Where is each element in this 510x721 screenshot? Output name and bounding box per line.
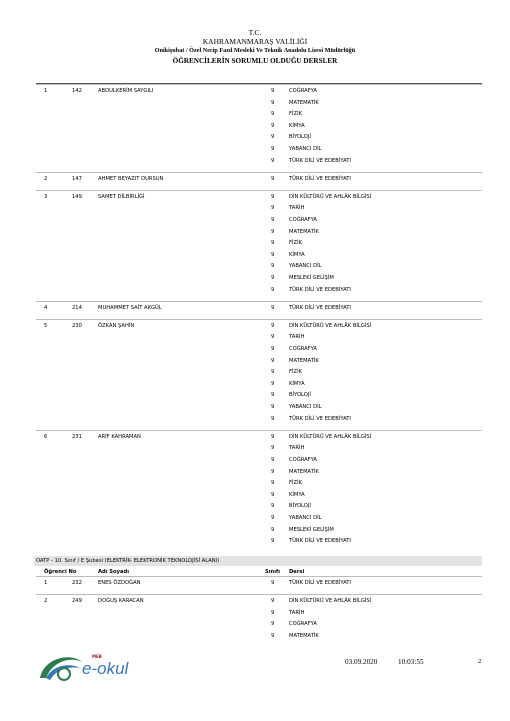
subject-name: COĞRAFYA [289,217,317,223]
subject-name: TÜRK DİLİ VE EDEBİYATI [289,580,351,586]
student-name: SAMET DİLBİRLİĞİ [98,193,145,200]
grade-level: 9 [271,514,275,521]
grade-level: 9 [271,146,275,152]
subject-name: COĞRAFYA [289,456,317,463]
row-number: 1 [44,88,48,94]
row-number: 6 [44,433,48,440]
grade-level: 9 [271,99,275,106]
e-okul-logo [30,648,130,688]
student-name: ENES ÖZDOĞAN [98,580,141,586]
row-divider [36,84,482,85]
subject-name: DİN KÜLTÜRÜ VE AHLÂK BİLGİSİ [289,598,372,605]
header-title: ÖĞRENCİLERİN SORUMLU OLDUĞU DERSLER [172,57,338,65]
column-header-subject: Dersi [289,569,305,575]
grade-level: 9 [271,193,275,200]
subject-name: MATEMATİK [289,468,319,475]
student-number: 142 [72,88,82,94]
header-tc: T.C. [248,28,262,37]
subject-name: KİMYA [289,122,305,129]
subject-name: TARİH [289,609,305,616]
grade-level: 9 [271,251,275,258]
subject-name: YABANCI DİL [289,404,322,410]
grade-level: 9 [271,433,275,440]
student-name: ARİF KAHRAMAN [98,433,141,440]
subject-name: MESLEKİ GELİŞİM [289,526,334,533]
grade-level: 9 [271,632,275,639]
student-number: 230 [72,322,82,329]
grade-level: 9 [271,538,275,545]
grade-level: 9 [271,468,275,475]
subject-name: YABANCI DİL [289,514,322,521]
row-number: 4 [44,304,48,311]
subject-name: TARİH [289,334,305,341]
grade-level: 9 [271,526,275,533]
grade-level: 9 [271,503,275,510]
student-number: 249 [72,598,82,605]
grade-level: 9 [271,286,275,293]
student-number: 149 [72,193,82,200]
student-name: ABDULKERİM SAYGILI [98,88,154,94]
subject-name: TÜRK DİLİ VE EDEBİYATI [289,286,351,293]
subject-name: DİN KÜLTÜRÜ VE AHLÂK BİLGİSİ [289,322,372,329]
grade-level: 9 [271,157,275,164]
subject-name: COĞRAFYA [289,88,317,94]
subject-name: FİZİK [289,240,302,247]
subject-name: YABANCI DİL [289,263,322,270]
grade-level: 9 [271,456,275,463]
section-title: OATP - 10. Sınıf / E Şubesi (ELEKTRİK- ELEKTRONİK TEKNOLOJİSİ ALANI) [34,556,482,566]
grade-level: 9 [271,217,275,223]
subject-name: COĞRAFYA [289,346,317,352]
subject-name: MATEMATİK [289,99,319,106]
row-divider [36,172,482,173]
column-header-student-no: Öğrenci No [44,569,77,575]
grade-level: 9 [271,392,275,399]
subject-name: TARİH [289,445,305,452]
grade-level: 9 [271,111,275,118]
column-header-name: Adı Soyadı [98,569,129,575]
e-okul-swoosh-icon [30,648,90,688]
grade-level: 9 [271,228,275,235]
subject-name: DİN KÜLTÜRÜ VE AHLÂK BİLGİSİ [289,433,372,440]
row-divider [36,430,482,431]
grade-level: 9 [271,240,275,247]
grade-level: 9 [271,275,275,281]
row-number: 5 [44,322,48,329]
grade-level: 9 [271,598,275,605]
grade-level: 9 [271,322,275,329]
subject-name: TÜRK DİLİ VE EDEBİYATI [289,415,351,422]
grade-level: 9 [271,404,275,410]
subject-name: MATEMATİK [289,357,319,364]
grade-level: 9 [271,415,275,422]
row-number: 2 [44,598,48,605]
subject-name: FİZİK [289,111,302,118]
student-number: 147 [72,175,82,182]
row-divider [36,594,482,595]
grade-level: 9 [271,357,275,364]
subject-name: MESLEKİ GELİŞİM [289,275,334,281]
subject-name: KİMYA [289,251,305,258]
row-divider [36,319,482,320]
subject-name: FİZİK [289,369,302,376]
student-name: MUHAMMET SAİT AKGÜL [98,304,162,311]
subject-name: TARİH [289,205,305,212]
grade-level: 9 [271,88,275,94]
student-number: 214 [72,304,82,311]
grade-level: 9 [271,205,275,212]
grade-level: 9 [271,304,275,311]
subject-name: KİMYA [289,380,305,387]
student-name: DOĞUŞ KARACAN [98,598,144,605]
header-school: Onikişubat / Özel Necip Fazıl Mesleki Ve Teknik Anadolu Lisesi Müdürlüğü [154,47,356,54]
subject-name: TÜRK DİLİ VE EDEBİYATI [289,304,351,311]
subject-name: BİYOLOJİ [289,503,311,510]
grade-level: 9 [271,369,275,376]
subject-name: BİYOLOJİ [289,134,311,141]
grade-level: 9 [271,609,275,616]
grade-level: 9 [271,263,275,270]
subject-name: MATEMATİK [289,228,319,235]
grade-level: 9 [271,175,275,182]
header-governorship: KAHRAMANMARAŞ VALİLİĞİ [202,37,308,46]
row-number: 1 [44,580,48,586]
column-header-grade: Sınıfı [265,569,281,575]
logo-meb-label: MEB [92,654,102,659]
student-number: 232 [72,580,82,586]
grade-level: 9 [271,122,275,129]
logo-text: e-okul [82,659,129,678]
subject-name: BİYOLOJİ [289,392,311,399]
subject-name: TÜRK DİLİ VE EDEBİYATI [289,157,351,164]
subject-name: FİZİK [289,480,302,487]
grade-level: 9 [271,480,275,487]
grade-level: 9 [271,134,275,141]
student-name: ÖZKAN ŞAHİN [98,322,135,329]
subject-name: MATEMATİK [289,632,319,639]
grade-level: 9 [271,380,275,387]
row-divider [36,576,482,577]
subject-name: TÜRK DİLİ VE EDEBİYATI [289,538,351,545]
grade-level: 9 [271,491,275,498]
subject-name: COĞRAFYA [289,621,317,628]
footer-date: 03.09.2020 [345,658,378,666]
student-number: 231 [72,433,82,440]
row-number: 2 [44,175,48,182]
grade-level: 9 [271,445,275,452]
subject-name: DİN KÜLTÜRÜ VE AHLÂK BİLGİSİ [289,193,372,200]
row-divider [36,190,482,191]
subject-name: TÜRK DİLİ VE EDEBİYATI [289,175,351,182]
grade-level: 9 [271,580,275,586]
row-number: 3 [44,193,48,200]
grade-level: 9 [271,346,275,352]
row-divider [36,301,482,302]
page-number: 2 [478,658,482,665]
subject-name: YABANCI DİL [289,146,322,152]
subject-name: KİMYA [289,491,305,498]
grade-level: 9 [271,621,275,628]
student-name: AHMET BEYAZIT DURSUN [98,175,164,182]
footer-time: 10:03:55 [398,658,424,666]
grade-level: 9 [271,334,275,341]
